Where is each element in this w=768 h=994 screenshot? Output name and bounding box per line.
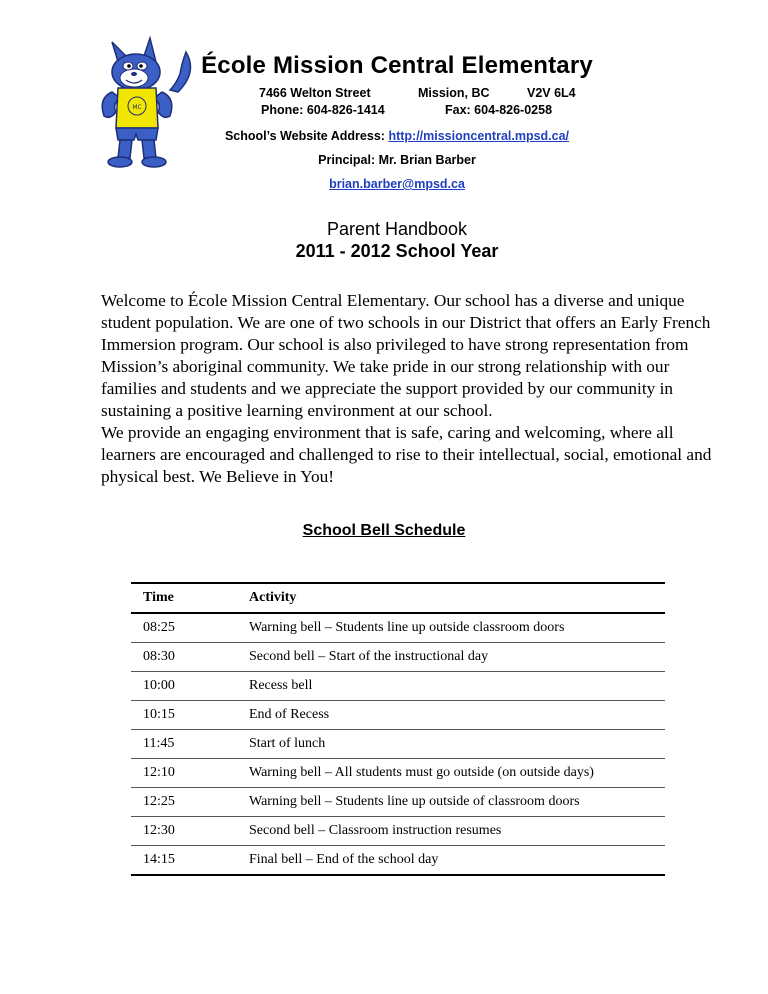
table-row — [131, 817, 665, 846]
principal-email-link[interactable]: brian.barber@mpsd.ca — [329, 177, 465, 191]
school-name: École Mission Central Elementary — [201, 52, 593, 79]
activity-cell: Warning bell – Students line up outside classroom doors — [249, 620, 565, 635]
table-row — [131, 788, 665, 817]
table-row — [131, 759, 665, 788]
phone-number: Phone: 604-826-1414 — [261, 103, 385, 117]
table-row — [131, 672, 665, 701]
handbook-title — [0, 218, 768, 262]
mission-paragraph: We provide an engaging environment that is safe, caring and welcoming, where all learners are encouraged and challenged to rise to their intellectual, social, emotional and physical best. We Believe in You! — [101, 423, 712, 486]
activity-cell: Second bell – Start of the instructional day — [249, 649, 489, 664]
time-cell: 12:25 — [143, 794, 175, 809]
activity-cell: Start of lunch — [249, 736, 326, 751]
fax-number: Fax: 604-826-0258 — [445, 103, 553, 117]
time-cell: 08:30 — [143, 649, 175, 664]
time-cell: 12:30 — [143, 823, 175, 838]
welcome-paragraph: Welcome to École Mission Central Elementary. Our school has a diverse and unique student population. We are one of two schools in our District that offers an Early French Immersion program. Our school is also privileged to have strong representation from Mission’s aboriginal community. We take pride in our strong relationship with our families and students and we appreciate the support provided by our community in sustaining a positive learning environment at our school. — [101, 291, 711, 420]
website-line — [0, 129, 768, 143]
activity-cell: Second bell – Classroom instruction resumes — [249, 823, 502, 838]
principal-name: Principal: Mr. Brian Barber — [318, 153, 476, 167]
email-line — [0, 177, 768, 191]
bell-schedule-table — [131, 582, 665, 876]
street-address: 7466 Welton Street — [259, 86, 371, 100]
activity-cell: Warning bell – Students line up outside of classroom doors — [249, 794, 580, 809]
time-cell: 10:00 — [143, 678, 175, 693]
handbook-title-line2: 2011 - 2012 School Year — [295, 241, 499, 261]
time-cell: 10:15 — [143, 707, 175, 722]
website-label: School’s Website Address: — [224, 129, 385, 143]
column-header-activity: Activity — [249, 590, 297, 605]
table-row — [131, 613, 665, 643]
activity-cell: Recess bell — [249, 678, 313, 693]
activity-cell: End of Recess — [249, 707, 330, 722]
table-row — [131, 846, 665, 876]
svg-text:MC: MC — [132, 104, 142, 111]
column-header-time: Time — [143, 590, 174, 605]
table-row — [131, 643, 665, 672]
city: Mission, BC — [418, 86, 490, 100]
postal-code: V2V 6L4 — [527, 86, 576, 100]
time-cell: 08:25 — [143, 620, 175, 635]
activity-cell: Final bell – End of the school day — [249, 852, 439, 867]
schedule-heading: School Bell Schedule — [302, 522, 466, 539]
handbook-title-line1: Parent Handbook — [326, 219, 468, 239]
table-header-row — [131, 583, 665, 613]
time-cell: 11:45 — [143, 736, 175, 751]
time-cell: 12:10 — [143, 765, 175, 780]
table-row — [131, 701, 665, 730]
table-row — [131, 730, 665, 759]
website-link[interactable]: http://missioncentral.mpsd.ca/ — [388, 129, 570, 143]
activity-cell: Warning bell – All students must go outside (on outside days) — [249, 765, 594, 780]
time-cell: 14:15 — [143, 852, 175, 867]
